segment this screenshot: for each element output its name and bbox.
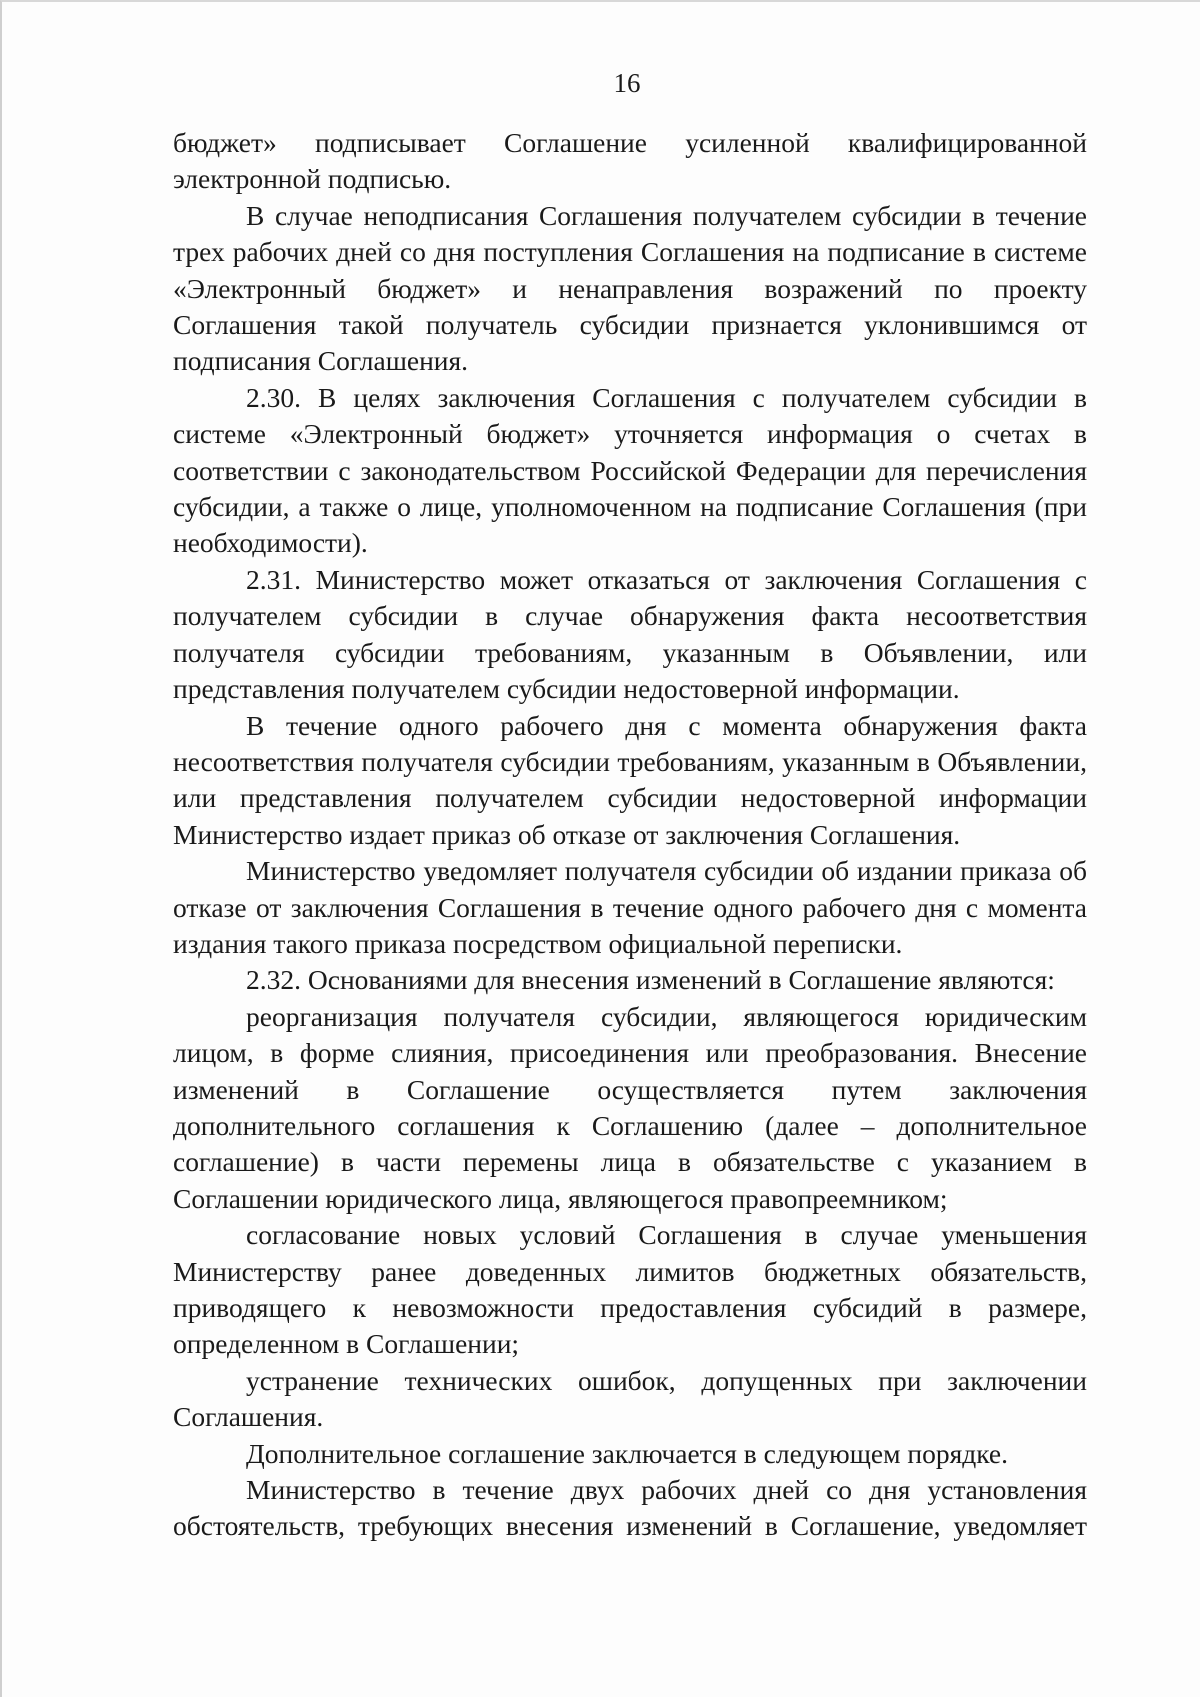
page-number: 16 bbox=[613, 68, 641, 98]
paragraph-4: 2.31. Министерство может отказаться от заключения Соглашения с получателем субсидии в случае обнаружения факта несоответствия получателя субсидии требованиям, указанным в Объявлении, или представления получателем субсидии недостоверной информации. bbox=[173, 563, 1087, 705]
paragraph-7: 2.32. Основаниями для внесения изменений в Соглашение являются: bbox=[246, 964, 1055, 996]
paragraph-11: Дополнительное соглашение заключается в следующем порядке. bbox=[246, 1437, 1008, 1469]
paragraph-12: Министерство в течение двух рабочих дней со дня установления обстоятельств, требующих внесения изменений в Соглашение, уведомляет bbox=[173, 1474, 1087, 1542]
document-body bbox=[173, 125, 1087, 1545]
paragraph-10: устранение технических ошибок, допущенных при заключении Соглашения. bbox=[173, 1364, 1087, 1433]
paragraph-2: В случае неподписания Соглашения получателем субсидии в течение трех рабочих дней со дня поступления Соглашения на подписание в системе «Электронный бюджет» и ненаправления возражений по проекту Соглашения такой получатель субсидии признается уклонившимся от подписания Соглашения. bbox=[173, 199, 1087, 377]
paragraph-1: бюджет» подписывает Соглашение усиленной квалифицированной электронной подписью. bbox=[173, 127, 1087, 195]
paragraph-5: В течение одного рабочего дня с момента обнаружения факта несоответствия получателя субсидии требованиям, указанным в Объявлении, или представления получателем субсидии недостоверной информации Министерство издает приказ об отказе от заключения Соглашения. bbox=[173, 709, 1087, 850]
paragraph-8: реорганизация получателя субсидии, являющегося юридическим лицом, в форме слияния, присоединения или преобразования. Внесение изменений в Соглашение осуществляется путем заключения дополнительного соглашения к Соглашению (далее – дополнительное соглашение) в части перемены лица в обязательстве с указанием в Соглашении юридического лица, являющегося правопреемником; bbox=[173, 1000, 1087, 1214]
paragraph-9: согласование новых условий Соглашения в случае уменьшения Министерству ранее доведенных лимитов бюджетных обязательств, приводящего к невозможности предоставления субсидий в размере, определенном в Соглашении; bbox=[173, 1219, 1087, 1360]
paragraph-3: 2.30. В целях заключения Соглашения с получателем субсидии в системе «Электронный бюджет» уточняется информация о счетах в соответствии с законодательством Российской Федерации для перечисления субсидии, а также о лице, уполномоченном на подписание Соглашения (при необходимости). bbox=[173, 381, 1087, 559]
paragraph-6: Министерство уведомляет получателя субсидии об издании приказа об отказе от заключения Соглашения в течение одного рабочего дня с момента издания такого приказа посредством официальной переписки. bbox=[173, 855, 1087, 959]
